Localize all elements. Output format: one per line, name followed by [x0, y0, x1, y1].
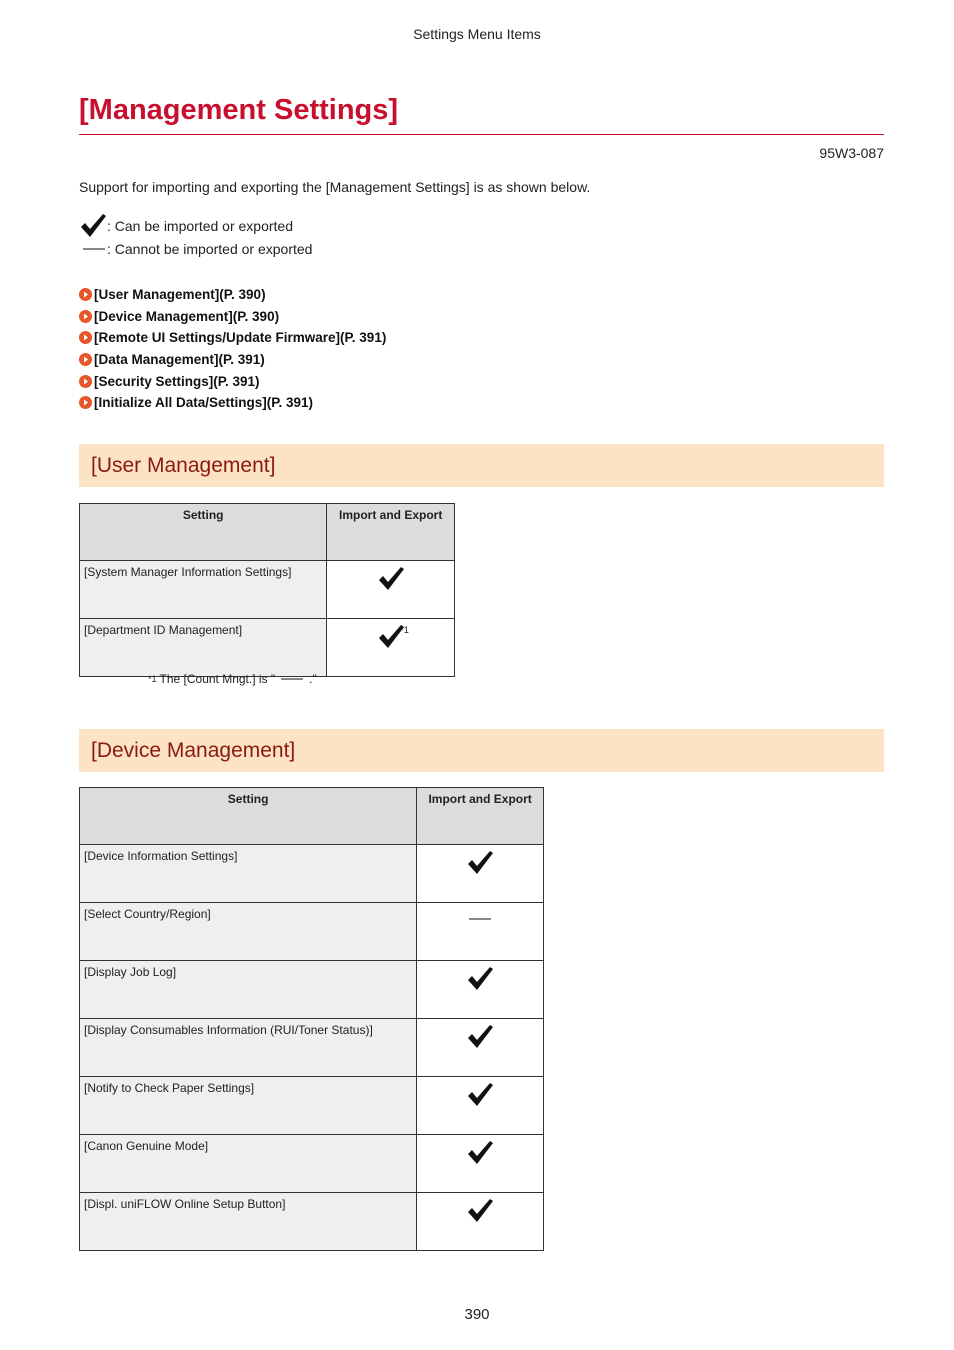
table-row [80, 903, 544, 961]
section-heading-device-management [79, 729, 884, 772]
arrow-circle-icon [79, 288, 92, 301]
page-title: [Management Settings] [79, 94, 399, 126]
arrow-circle-icon [79, 331, 92, 344]
table-row [80, 961, 544, 1019]
checkmark-icon [466, 1024, 494, 1050]
setting-name: [Notify to Check Paper Settings] [80, 1077, 417, 1135]
document-id: 95W3-087 [819, 145, 884, 161]
table-row [80, 1193, 544, 1251]
device-management-table [79, 787, 544, 1251]
table-header-row [80, 504, 455, 561]
arrow-circle-icon [79, 310, 92, 323]
link-label[interactable]: [User Management](P. 390) [94, 287, 266, 303]
setting-name: [Display Consumables Information (RUI/Toner Status)] [80, 1019, 417, 1077]
legend-can-label: : Can be imported or exported [107, 218, 293, 234]
import-export-cell [417, 961, 544, 1019]
footnote-marker: *1 [400, 625, 409, 635]
link-label[interactable]: [Remote UI Settings/Update Firmware](P. 391) [94, 330, 387, 346]
import-export-cell [417, 1135, 544, 1193]
table-row [80, 845, 544, 903]
import-export-cell [417, 845, 544, 903]
dash-icon [469, 918, 491, 920]
table-row [80, 1077, 544, 1135]
table-row [80, 1019, 544, 1077]
import-export-cell [417, 1077, 544, 1135]
dash-icon [281, 678, 303, 680]
link-device-management[interactable] [79, 306, 386, 328]
link-initialize-all[interactable] [79, 392, 386, 414]
link-label[interactable]: [Data Management](P. 391) [94, 352, 265, 368]
intro-text: Support for importing and exporting the [Management Settings] is as shown below. [79, 179, 591, 195]
link-user-management[interactable] [79, 284, 386, 306]
footnote-text-after: ." [309, 672, 317, 686]
section-links [79, 284, 386, 414]
table-row [80, 619, 455, 677]
checkmark-icon [466, 1140, 494, 1166]
checkmark-icon [466, 1198, 494, 1224]
column-header-import-export: Import and Export [327, 504, 455, 561]
table-row [80, 1135, 544, 1193]
setting-name: [Device Information Settings] [80, 845, 417, 903]
link-label[interactable]: [Device Management](P. 390) [94, 308, 280, 324]
column-header-setting: Setting [80, 504, 327, 561]
link-security-settings[interactable] [79, 370, 386, 392]
checkmark-icon [466, 1082, 494, 1108]
checkmark-icon [466, 966, 494, 992]
section-heading-text: [Device Management] [91, 739, 296, 762]
checkmark-icon [79, 213, 107, 239]
running-header: Settings Menu Items [413, 26, 541, 42]
section-heading-text: [User Management] [91, 454, 276, 477]
import-export-cell [327, 619, 455, 677]
import-export-cell [327, 561, 455, 619]
setting-name: [Department ID Management] [80, 619, 327, 677]
checkmark-icon [377, 566, 405, 592]
column-header-import-export: Import and Export [417, 788, 544, 845]
user-management-table [79, 503, 455, 677]
legend-cannot [79, 241, 312, 257]
dash-icon [79, 248, 107, 250]
link-remote-ui-settings[interactable] [79, 327, 386, 349]
footnote-text-before: The [Count Mngt.] is " [159, 672, 276, 686]
import-export-cell [417, 1193, 544, 1251]
setting-name: [Display Job Log] [80, 961, 417, 1019]
import-export-cell [417, 903, 544, 961]
title-rule [79, 134, 884, 135]
table-header-row [80, 788, 544, 845]
link-label[interactable]: [Initialize All Data/Settings](P. 391) [94, 395, 314, 411]
arrow-circle-icon [79, 375, 92, 388]
legend-can [79, 213, 293, 239]
footnote-marker: *1 [148, 674, 157, 684]
footnote [148, 672, 317, 686]
page-number: 390 [464, 1306, 490, 1323]
setting-name: [Canon Genuine Mode] [80, 1135, 417, 1193]
checkmark-icon [466, 850, 494, 876]
import-export-cell [417, 1019, 544, 1077]
link-data-management[interactable] [79, 349, 386, 371]
arrow-circle-icon [79, 396, 92, 409]
table-row [80, 561, 455, 619]
link-label[interactable]: [Security Settings](P. 391) [94, 373, 260, 389]
setting-name: [Select Country/Region] [80, 903, 417, 961]
section-heading-user-management [79, 444, 884, 487]
arrow-circle-icon [79, 353, 92, 366]
legend-cannot-label: : Cannot be imported or exported [107, 241, 313, 257]
column-header-setting: Setting [80, 788, 417, 845]
setting-name: [Displ. uniFLOW Online Setup Button] [80, 1193, 417, 1251]
setting-name: [System Manager Information Settings] [80, 561, 327, 619]
